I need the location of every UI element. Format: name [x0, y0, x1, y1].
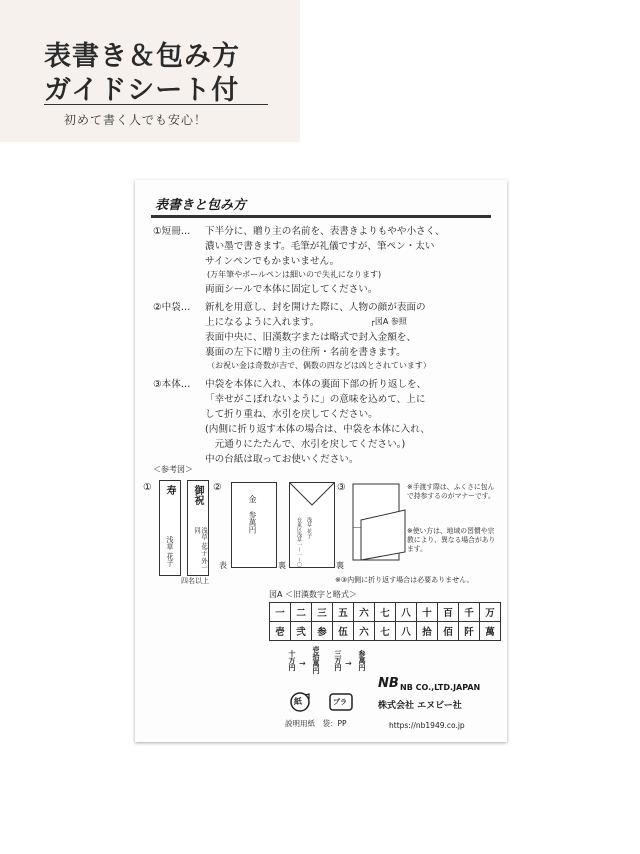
paper-mark-label: 紙: [294, 697, 302, 706]
kanji-cell: 八: [396, 603, 417, 622]
kanji-cell: 万: [480, 603, 501, 622]
tanzaku-goshuku: 御祝 浅草 花子 外一同: [187, 480, 209, 576]
kanji-cell: 百: [438, 603, 459, 622]
kanji-cell: 六: [354, 622, 375, 641]
header-title-2: ガイドシート付: [44, 75, 240, 106]
figA-title: 図A ＜旧漢数字と略式＞: [269, 590, 358, 599]
company-url: https://nb1949.co.jp: [389, 721, 465, 730]
example-1-formal: 壱拾萬円: [312, 646, 320, 674]
front-label: 表: [219, 561, 227, 570]
sec1-line: 濃い墨で書きます。毛筆が礼儀ですが、筆ペン・太い: [205, 241, 435, 252]
company-logo: NB: [378, 676, 399, 691]
kanji-cell: 参: [312, 622, 333, 641]
sec2-line: 表面中央に、旧漢数字または略式で封入金額を、: [205, 332, 417, 343]
sec3-line: (内側に折り返す本体の場合は、中袋を本体に入れ、: [205, 424, 430, 435]
kanji-cell: 二: [291, 603, 312, 622]
four-or-more-label: 四名以上: [181, 577, 209, 585]
kanji-cell: 七: [375, 603, 396, 622]
kanji-cell: 十: [417, 603, 438, 622]
sec3-line: 元通りにたたんで、水引を戻してください。): [205, 439, 406, 450]
fig-num-3: ③: [337, 482, 346, 493]
sec1-head: ①短冊…: [153, 226, 191, 237]
kanji-cell: 六: [354, 603, 375, 622]
example-2-plain: 三万円: [334, 650, 342, 671]
kanji-cell: 七: [375, 622, 396, 641]
header-title-1: 表書き＆包み方: [44, 41, 240, 72]
inner-envelope-front: 金 参萬円: [231, 482, 277, 568]
header-divider: [44, 104, 268, 105]
kanji-cell: 伍: [333, 622, 354, 641]
sec2-note: （お祝い金は奇数が吉で、偶数の四などは凶とされています）: [207, 361, 431, 370]
sec1-line: 両面シールで本体に固定してください。: [205, 284, 378, 295]
company-name-jp: 株式会社 エヌビー社: [378, 701, 462, 711]
sec2-line: 新札を用意し、封を開けた際に、人物の顔が表面の: [205, 302, 426, 313]
note-fold: ※③内側に折り返す場合は必要ありません。: [335, 576, 474, 584]
back-label-2: 裏: [336, 561, 344, 570]
sec3-line: して折り重ね、水引を戻してください。: [205, 409, 378, 420]
kanji-cell: 佰: [438, 622, 459, 641]
guide-title: 表書きと包み方: [155, 198, 247, 213]
sec3-line: 「幸せがこぼれないように」の意味を込めて、上に: [205, 394, 426, 405]
header-subtitle: 初めて書く人でも安心！: [64, 113, 208, 127]
kanji-cell: 壱: [270, 622, 291, 641]
kanji-numeral-table: [269, 602, 501, 641]
sec2-line: 上になるように入れます。: [205, 317, 320, 328]
tanzaku-kotobuki: 寿 浅草 花子: [159, 480, 181, 576]
sec3-head: ③本体…: [153, 379, 191, 390]
pla-mark-label: プラ: [333, 698, 347, 706]
back-label: 裏: [278, 561, 286, 570]
example-1-plain: 十万円: [288, 650, 296, 671]
sec3-line: 中の台紙は取ってお使いください。: [205, 454, 359, 465]
inner-envelope-back: 台東区浅草一ー一ー〇 浅草 花子: [289, 482, 335, 568]
kanji-cell: 阡: [459, 622, 480, 641]
sec1-line: 下半分に、贈り主の名前を、表書きよりもやや小さく、: [205, 226, 445, 237]
sec1-line: サインペンでもかまいません。: [205, 256, 340, 267]
body-fold-icon: [347, 482, 409, 566]
kanji-cell: 八: [396, 622, 417, 641]
kanji-cell: 千: [459, 603, 480, 622]
arrow-icon: →: [345, 659, 352, 668]
sec2-ref: ┌図A 参照: [370, 317, 407, 326]
reference-title: ＜参考図＞: [153, 465, 193, 474]
sec1-note: (万年筆やボールペンは細いので失礼になります): [207, 270, 382, 279]
material-labels: 説明用紙 袋：PP: [285, 719, 347, 728]
fig-num-2: ②: [213, 482, 222, 493]
guide-sheet: [135, 180, 507, 742]
kanji-cell: 拾: [417, 622, 438, 641]
kanji-cell: 五: [333, 603, 354, 622]
kanji-cell: 三: [312, 603, 333, 622]
kanji-row-common: [270, 603, 501, 622]
sec2-head: ②中袋…: [153, 302, 191, 313]
kanji-cell: 萬: [480, 622, 501, 641]
sec3-line: 中袋を本体に入れ、本体の裏面下部の折り返しを、: [205, 379, 427, 390]
kanji-cell: 一: [270, 603, 291, 622]
company-name-en: NB CO.,LTD.JAPAN: [400, 683, 481, 692]
example-2-formal: 参萬円: [358, 650, 366, 671]
header-panel: [0, 0, 300, 142]
kanji-row-formal: [270, 622, 501, 641]
kanji-cell: 弐: [291, 622, 312, 641]
fig-num-1: ①: [143, 482, 152, 493]
arrow-icon: →: [299, 659, 306, 668]
envelope-flap-icon: [290, 483, 334, 513]
sec2-line: 裏面の左下に贈り主の住所・名前を書きます。: [205, 347, 406, 358]
note-custom: ※使い方は、地域の習慣や宗教により、異なる場合があります。: [407, 527, 496, 553]
title-underline: [151, 215, 491, 218]
note-fukusa: ※手渡す際は、ふくさに包んで持参するのがマナーです。: [407, 483, 495, 500]
